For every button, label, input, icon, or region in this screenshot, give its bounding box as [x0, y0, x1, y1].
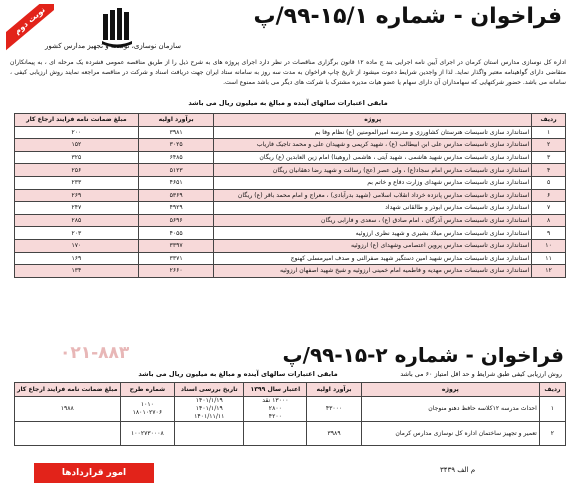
row-number: ۱: [539, 397, 565, 422]
projects-table-1: [14, 113, 566, 278]
intro-paragraph: اداره کل نوسازی مدارس استان کرمان در اجرای آیین نامه اجرایی بند ج ماده ۱۲ قانون برگزاری مناقصات در نظر دارد اجرای پروژه های به شرح ذیل را از طریق مناقصه عمومی فشرده یک مرحله ای ، به پیمانکاران متقاضی دارای گواهینامه معتبر واگذار نماید. لذا از واجدین شرایط دعوت میشود از تاریخ چاپ فراخوان به مدت سه روز به سامانه ستاد ایران جهت دریافت اسناد و شرکت در مناقصه مراجعه نمایند روش ارزیابی کیفی ، سامانه می باشد. حضور شرکتهایی که سهامداران آن دارای سهام یا عضو هیات مدیره مشترک با شرکت های دیگر می باشد ممنوع است.: [10, 59, 566, 87]
review-dates: [175, 422, 244, 446]
row-number: ۲: [539, 422, 565, 446]
row-number: ۷: [532, 202, 566, 215]
estimate-value: ۴۳۰۰۰: [307, 397, 362, 422]
contracts-department-label: امور قراردادها: [34, 463, 154, 483]
col-header-credit: اعتبار سال ۱۳۹۹: [244, 383, 307, 397]
col-header-plan-number: شماره طرح: [120, 383, 175, 397]
col-header-project: پروژه: [361, 383, 539, 397]
project-name: احداث مدرسه ۱۲کلاسه حافظ دهنو منوجان: [361, 397, 539, 422]
col-header-row-number: ردیف: [532, 114, 566, 127]
project-name: استاندارد سازی تاسیسات مدارس آذرگان ، امام صادق (ع) ، سعدی و فارابی ریگان: [214, 214, 532, 227]
table-row: [15, 239, 566, 252]
estimate-value: ۳۰۲۵: [138, 139, 214, 152]
publication-code: م الف ۳۴۳۹: [440, 466, 476, 474]
review-dates: [175, 397, 244, 422]
col-header-row-number: ردیف: [539, 383, 565, 397]
project-name: استاندارد سازی تاسیسات مدارس علی ابن ابیطالب (ع) ، شهید کریمی و شهیدان علی و محمد تاجیک فاریاب: [214, 139, 532, 152]
credit-values: [244, 397, 307, 422]
review-dates-line: ۱۴۰۱/۱/۱۹: [195, 397, 223, 404]
plan-number-line: ۱۸۰۱۰۲۷۰۶: [132, 409, 163, 416]
row-number: ۱۰: [532, 239, 566, 252]
row-number: ۱۱: [532, 252, 566, 265]
phone-watermark: ۰۲۱-۸۸۳: [60, 343, 130, 363]
project-name: استاندارد سازی تاسیسات مدارس شهدای وزارت دفاع و خاتم بم: [214, 176, 532, 189]
row-number: ۱: [532, 126, 566, 139]
estimate-value: ۳۹۸۱: [138, 126, 214, 139]
guarantee-value: ۳۲۵: [15, 151, 139, 164]
table-row: [15, 151, 566, 164]
plan-number-line: ۱۰۱۰: [140, 401, 154, 408]
credit-values-line: ۴۲۰۰: [268, 413, 282, 420]
table-row: [15, 139, 566, 152]
table2-subtitle: مابقی اعتبارات سالهای آینده و مبالغ به میلیون ریال می باشد: [138, 370, 338, 378]
plan-number-line: ۱۰۰۲۷۳۰۰۰۸: [131, 429, 164, 437]
col-header-estimate: برآورد اولیه: [307, 383, 362, 397]
evaluation-method-note: روش ارزیابی کیفی طبق شرایط و حد اقل امتیاز ۶۰ می باشد: [400, 370, 562, 378]
estimate-value: ۴۶۵۱: [138, 176, 214, 189]
project-name: استاندارد سازی تاسیسات مدارس مهدیه و فاطمیه امام خمینی ارزوئیه و شیخ شهید اصفهان ارزوئیه: [214, 265, 532, 278]
project-name: استاندارد سازی تاسیسات مدارس پروین اعتصامی وشهدای (ع) ارزوئیه: [214, 239, 532, 252]
estimate-value: ۳۹۸۹: [307, 422, 362, 446]
plan-number: [120, 422, 175, 446]
guarantee-value: ۲۰۳: [15, 227, 139, 240]
credit-values-line: ۱۳۰۰۰ نقد: [262, 397, 289, 404]
project-name: استاندارد سازی تاسیسات مدارس شهید امین دستگیر شهید صفرالنی و صدف امیرمسلی کهنوج: [214, 252, 532, 265]
row-number: ۳: [532, 151, 566, 164]
announcement-title-2: فراخوان - شماره ۲-۱۵-۹۹/پ: [282, 343, 564, 367]
guarantee-value: [15, 422, 121, 446]
table-header-row: [15, 114, 566, 127]
table-row: [15, 252, 566, 265]
table-row: [15, 202, 566, 215]
project-name: استاندارد سازی تاسیسات مدارس پانزده خرداد انقلاب اسلامی (شهید بدرآبادی) ، معراج و امام محمد باقر (ع) ریگان: [214, 189, 532, 202]
table-row: [15, 422, 566, 446]
col-header-project: پروژه: [214, 114, 532, 127]
plan-number: [120, 397, 175, 422]
row-number: ۴: [532, 164, 566, 177]
table-header-row: [15, 383, 566, 397]
guarantee-value: ۱۳۴: [15, 265, 139, 278]
guarantee-value: ۲۸۵: [15, 214, 139, 227]
guarantee-value: ۱۵۲: [15, 139, 139, 152]
project-name: استاندارد سازی تاسیسات مدارس شهید هاشمی ، شهید آیتی ، هاشمی (روهینا) امام زین العابدین (ع) ریگان: [214, 151, 532, 164]
guarantee-value: ۲۰۰: [15, 126, 139, 139]
estimate-value: ۶۴۸۵: [138, 151, 214, 164]
estimate-value: ۵۱۲۳: [138, 164, 214, 177]
guarantee-value: ۲۳۳: [15, 176, 139, 189]
guarantee-value: ۲۴۷: [15, 202, 139, 215]
col-header-review-date: تاریخ بررسی اسناد: [175, 383, 244, 397]
row-number: ۲: [532, 139, 566, 152]
guarantee-value: ۲۶۹: [15, 189, 139, 202]
project-name: استاندارد سازی تاسیسات مدارس ابوذر و طالقانی شهداد: [214, 202, 532, 215]
credit-values: [244, 422, 307, 446]
table-row: [15, 176, 566, 189]
table-row: [15, 189, 566, 202]
guarantee-value: ۱۹۸۸: [15, 397, 121, 422]
col-header-guarantee: مبلغ ضمانت نامه فرایند ارجاع کار: [15, 383, 121, 397]
col-header-guarantee: مبلغ ضمانت نامه فرایند ارجاع کار: [15, 114, 139, 127]
project-name: استاندارد سازی تاسیسات هنرستان کشاورزی و مدرسه امیرالمومنین (ع) نظام وفا بم: [214, 126, 532, 139]
table-row: [15, 227, 566, 240]
table-row: [15, 126, 566, 139]
estimate-value: ۴۹۲۹: [138, 202, 214, 215]
announcement-title: فراخوان - شماره ۱۵/۱-۹۹/پ: [253, 4, 562, 29]
guarantee-value: ۱۷۰: [15, 239, 139, 252]
badge-label: نوبت دوم: [6, 4, 54, 52]
project-name: استاندارد سازی تاسیسات مدارس امام سجاد(ع) ، ولی عصر (عج) رسالت و شهید رضا دهقانیان ریگان: [214, 164, 532, 177]
estimate-value: ۳۳۹۷: [138, 239, 214, 252]
row-number: ۸: [532, 214, 566, 227]
announcement-header: [6, 4, 570, 64]
row-number: ۹: [532, 227, 566, 240]
row-number: ۵: [532, 176, 566, 189]
row-number: ۶: [532, 189, 566, 202]
project-name: استاندارد سازی تاسیسات مدارس میلاد بشیری و شهید نظری ارزوئیه: [214, 227, 532, 240]
table-row: [15, 265, 566, 278]
estimate-value: ۵۶۹۶: [138, 214, 214, 227]
review-dates-line: ۱۴۰۱/۱/۱۹: [195, 405, 223, 412]
table-row: [15, 214, 566, 227]
table-row: [15, 397, 566, 422]
credit-values-line: ۲۸۰۰: [268, 405, 282, 412]
project-name: تعمیر و تجهیز ساختمان اداره کل نوسازی مدارس کرمان: [361, 422, 539, 446]
estimate-value: ۳۳۷۱: [138, 252, 214, 265]
table1-subtitle: مابقی اعتبارات سالهای آینده و مبالغ به میلیون ریال می باشد: [188, 99, 388, 107]
col-header-estimate: برآورد اولیه: [138, 114, 214, 127]
table-row: [15, 164, 566, 177]
guarantee-value: ۲۵۶: [15, 164, 139, 177]
row-number: ۱۲: [532, 265, 566, 278]
organization-name: سازمان نوسازی، توسعه و تجهیز مدارس کشور: [45, 42, 181, 50]
projects-table-2: [14, 382, 566, 446]
guarantee-value: ۱۶۹: [15, 252, 139, 265]
estimate-value: ۲۶۶۰: [138, 265, 214, 278]
estimate-value: ۴۰۵۵: [138, 227, 214, 240]
review-dates-line: ۱۴۰۱/۱۱/۱۱: [194, 413, 225, 420]
estimate-value: ۵۳۶۹: [138, 189, 214, 202]
